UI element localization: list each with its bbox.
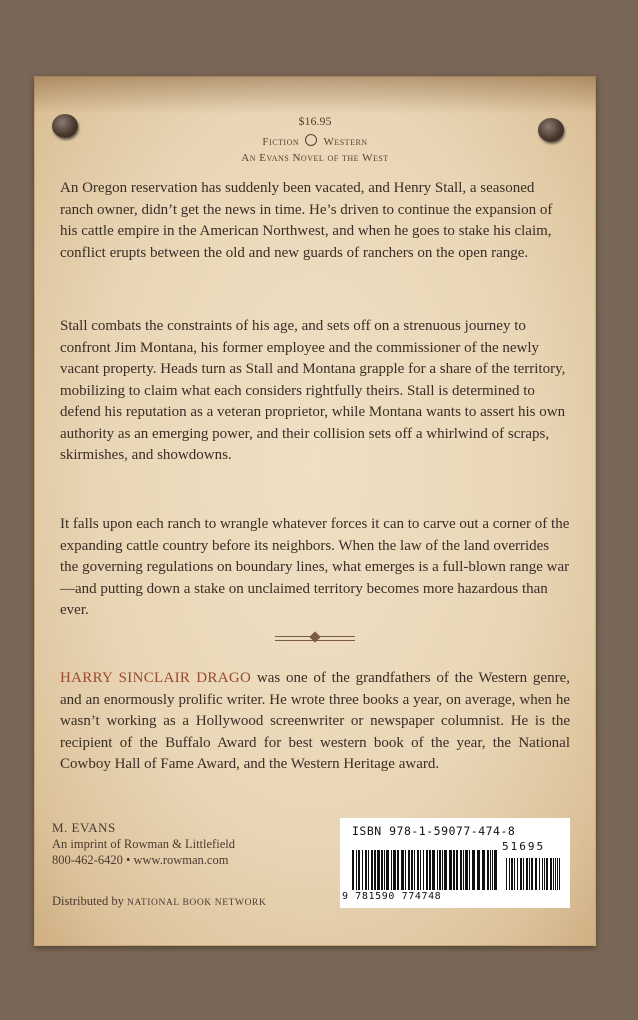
publisher-block bbox=[52, 820, 342, 868]
description-paragraph-1: An Oregon reservation has suddenly been vacated, and Henry Stall, a seasoned ranch owner, didn’t get the news in time. He’s driven to continue the expansion of his cattle empire in the American Northwest, and when he goes to stake his claim, conflict erupts between the old and new guards of ranchers on the open range. bbox=[60, 180, 553, 261]
description-paragraph-2: Stall combats the constraints of his age, and sets off on a strenuous journey to confront Jim Montana, his former employee and the commissioner of the newly vacant property. Heads turn as Stall and Montana grapple for a share of the territory, mobilizing to claim what each considers rightfully theirs. Stall is determined to defend his reputation as a veteran proprietor, while Montana wants to assert his own authority as an emerging power, and their collision sets off a whirlwind of scraps, skirmishes, and showdowns. bbox=[60, 318, 566, 463]
series-line: An Evans Novel of the West bbox=[241, 152, 389, 164]
barcode bbox=[340, 818, 570, 908]
genre-right: Western bbox=[323, 136, 368, 148]
author-name: HARRY SINCLAIR DRAGO bbox=[60, 670, 252, 686]
isbn-text: ISBN 978-1-59077-474-8 bbox=[352, 824, 516, 838]
price-label: $16.95 bbox=[298, 114, 332, 128]
distributor-prefix: Distributed by bbox=[52, 894, 127, 908]
author-bio-text: was one of the grandfathers of the Western genre, and an enormously prolific writer. He wrote three books a year, on average, when he wasn’t working as a Hollywood screenwriter or newspaper columnist. He is the recipient of the Buffalo Award for best western book of the year, the National Cowboy Hall of Fame Award, and the Western Heritage award. bbox=[60, 670, 570, 772]
publisher-contact: 800-462-6420 • www.rowman.com bbox=[52, 853, 229, 867]
ornament-divider bbox=[275, 636, 355, 641]
price-code: 51695 bbox=[502, 840, 546, 853]
distributor-name: NATIONAL BOOK NETWORK bbox=[127, 898, 267, 908]
distributor-line bbox=[52, 894, 352, 909]
author-bio bbox=[60, 668, 570, 776]
ornament-icon bbox=[305, 134, 317, 146]
barcode-bars-icon bbox=[348, 850, 562, 890]
publisher-name: M. EVANS bbox=[52, 820, 116, 835]
ean-digits: 9 781590 774748 bbox=[342, 891, 442, 902]
description-paragraph-3: It falls upon each ranch to wrangle whatever forces it can to carve out a corner of the expanding cattle country before its neighbors. When the law of the land overrides the governing regulations on boundary lines, what emerges is a full-blown range war—and putting down a stake on unclaimed territory becomes more hazardous than ever. bbox=[60, 516, 570, 618]
genre-line bbox=[34, 134, 596, 148]
paper-notice bbox=[34, 76, 596, 946]
genre-left: Fiction bbox=[262, 136, 300, 148]
publisher-imprint: An imprint of Rowman & Littlefield bbox=[52, 837, 235, 851]
